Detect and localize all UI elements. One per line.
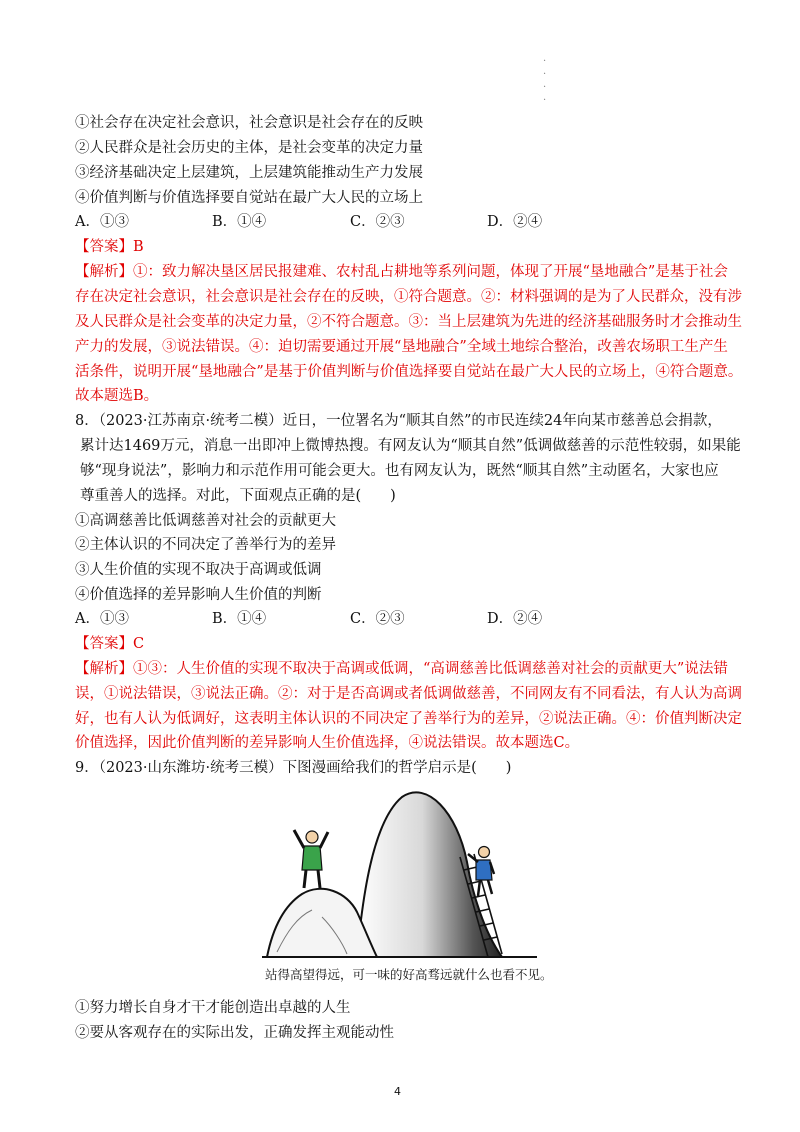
q8-analysis-1: 【解析】①③：人生价值的实现不取决于高调或低调，“高调慈善比低调慈善对社会的贡献更大”说法错 [75,661,728,677]
q7-statement-3: ③经济基础决定上层建筑，上层建筑能推动生产力发展 [75,165,423,181]
q9-statement-2: ②要从客观存在的实际出发，正确发挥主观能动性 [75,1025,394,1041]
scan-marks: · · · · [543,56,547,106]
q8-analysis-2: 误，①说法错误，③说法正确。②：对于是否高调或者低调做慈善，不同网友有不同看法，有人认为高调 [75,686,742,702]
q7-statement-1: ①社会存在决定社会意识，社会意识是社会存在的反映 [75,115,423,131]
q9-stem: 9．（2023·山东潍坊·统考三模）下图漫画给我们的哲学启示是( ) [75,760,512,776]
q7-analysis-2: 存在决定社会意识，社会意识是社会存在的反映，①符合题意。②：材料强调的是为了人民群众，没有涉 [75,289,742,305]
page-number: 4 [394,1085,401,1098]
q7-analysis-6: 故本题选B。 [75,388,159,404]
q8-statement-3: ③人生价值的实现不取决于高调或低调 [75,562,322,578]
q8-stem-2: 累计达1469万元，消息一出即冲上微博热搜。有网友认为“顺其自然”低调做慈善的示范性较弱，如果能 [80,438,741,454]
green-figure [294,830,328,888]
q8-answer: 【答案】C [75,636,145,652]
q8-analysis-4: 价值选择，因此价值判断的差异影响人生价值选择，④说法错误。故本题选C。 [75,735,580,751]
q7-statement-2: ②人民群众是社会历史的主体，是社会变革的决定力量 [75,140,423,156]
q8-option-b: B．①④ [212,611,267,627]
q7-analysis-5: 活条件，说明开展“垦地融合”是基于价值判断与价值选择要自觉站在最广大人民的立场上，④符合题意。 [75,364,743,380]
q8-statement-2: ②主体认识的不同决定了善举行为的差异 [75,537,336,553]
q8-option-d: D．②④ [487,611,543,627]
q9-statement-1: ①努力增长自身才干才能创造出卓越的人生 [75,1000,351,1016]
q8-statement-4: ④价值选择的差异影响人生价值的判断 [75,587,322,603]
q7-analysis-1: 【解析】①：致力解决垦区居民报建难、农村乱占耕地等系列问题，体现了开展“垦地融合”是基于社会 [75,264,728,280]
q7-analysis-3: 及人民群众是社会变革的决定力量，②不符合题意。③：当上层建筑为先进的经济基础服务时才会推动生 [75,314,742,330]
q8-stem-4: 尊重善人的选择。对此，下面观点正确的是( ) [80,488,396,504]
q7-statement-4: ④价值判断与价值选择要自觉站在最广大人民的立场上 [75,190,423,206]
q7-option-a: A．①③ [75,214,129,230]
q8-option-c: C．②③ [350,611,405,627]
q7-option-c: C．②③ [350,214,405,230]
q8-stem-1: 8．（2023·江苏南京·统考二模）近日，一位署名为“顺其自然”的市民连续24年向某市慈善总会捐款， [75,413,722,429]
q8-stem-3: 够“现身说法”，影响力和示范作用可能会更大。也有网友认为，既然“顺其自然”主动匿名，大家也应 [80,463,719,479]
q7-option-b: B．①④ [212,214,267,230]
q7-analysis-4: 产力的发展，③说法错误。④：迫切需要通过开展“垦地融合”全域土地综合整治，改善农场职工生产生 [75,339,728,355]
cartoon-caption: 站得高望得远，可一味的好高骛远就什么也看不见。 [265,967,553,982]
q8-option-a: A．①③ [75,611,129,627]
cartoon-illustration [262,782,542,962]
q7-answer: 【答案】B [75,239,144,255]
q7-option-d: D．②④ [487,214,543,230]
q8-analysis-3: 好，也有人认为低调好，这表明主体认识的不同决定了善举行为的差异，②说法正确。④：价值判断决定 [75,711,742,727]
q8-statement-1: ①高调慈善比低调慈善对社会的贡献更大 [75,513,336,529]
